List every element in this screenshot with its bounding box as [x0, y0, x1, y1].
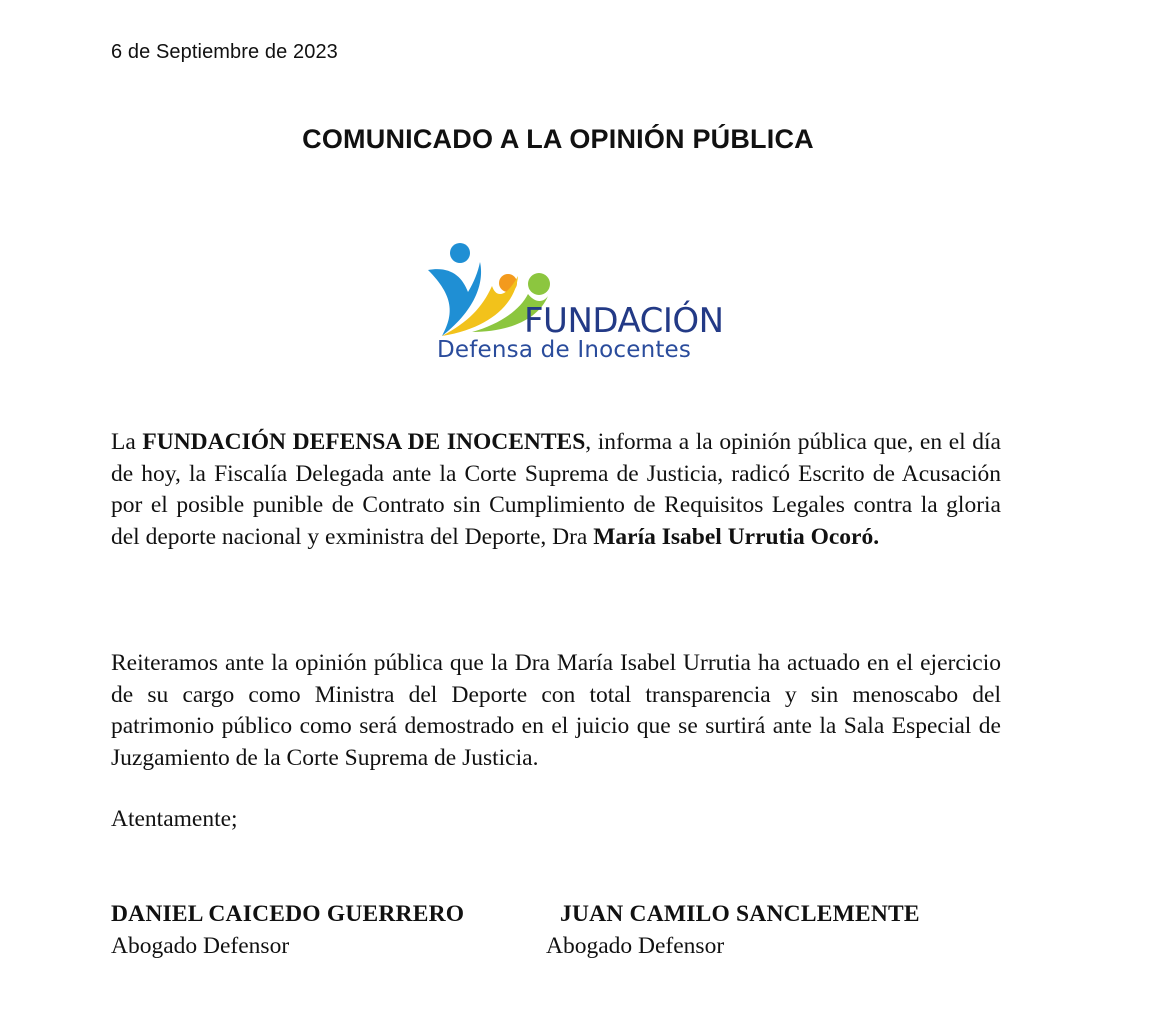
paragraph-1-intro: La — [111, 429, 143, 455]
foundation-logo — [420, 236, 724, 371]
logo-blue-head — [450, 243, 470, 263]
closing-salutation: Atentamente; — [111, 806, 238, 832]
paragraph-2: Reiteramos ante la opinión pública que la Dra María Isabel Urrutia ha actuado en el ejercicio de su cargo como Ministra del Deporte con total transparencia y sin menoscabo del patrimonio público como será demostrado en el juicio que se surtirá ante la Sala Especial de Juzgamiento de la Corte Suprema de Justicia. — [111, 650, 1001, 771]
signatory-name: JUAN CAMILO SANCLEMENTE — [560, 901, 920, 927]
paragraph-1-body: , informa a la opinión pública que, en el día de hoy, la Fiscalía Delegada ante la Corte Suprema de Justicia, radicó Escrito de Acusación por el posible punible de Contrato sin Cumplimiento de Requisitos Legales contra la gloria del deporte nacional y exministra del Deporte, Dra — [111, 429, 1001, 550]
logo-green-head — [528, 273, 550, 295]
signature-block — [111, 899, 464, 962]
paragraph-1 — [111, 427, 1001, 553]
signatory-role: Abogado Defensor — [546, 932, 725, 959]
document-date: 6 de Septiembre de 2023 — [111, 41, 338, 63]
signatory-role: Abogado Defensor — [111, 932, 290, 959]
document-title: COMUNICADO A LA OPINIÓN PÚBLICA — [302, 124, 814, 154]
signatory-name: DANIEL CAICEDO GUERRERO — [111, 901, 465, 927]
logo-subtitle: Defensa de Inocentes — [437, 337, 692, 363]
person-name: María Isabel Urrutia Ocoró. — [593, 523, 880, 550]
organization-name: FUNDACIÓN DEFENSA DE INOCENTES — [142, 429, 586, 455]
signature-block — [546, 899, 920, 962]
logo-word: FUNDACIÓN — [524, 301, 724, 341]
